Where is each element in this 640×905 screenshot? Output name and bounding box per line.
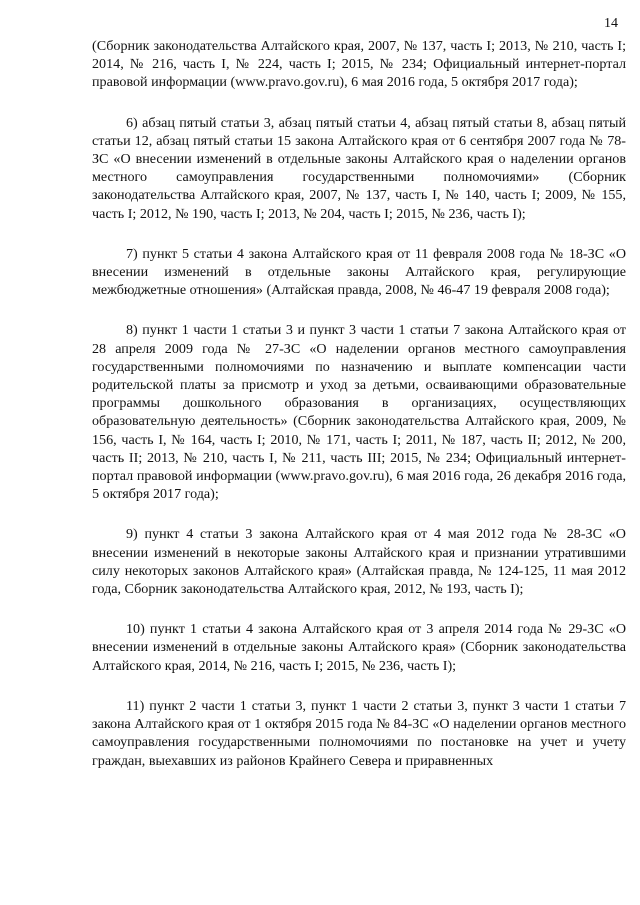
paragraph-item-8: 8) пункт 1 части 1 статьи 3 и пункт 3 части 1 статьи 7 закона Алтайского края от 28 апреля 2009 года № 27-ЗС «О наделении органов местного самоуправления государственными полномочиями по назначению и выплате компенсации части родительской платы за присмотр и уход за детьми, осваивающими образовательные программы дошкольного образования в организациях, осуществляющих образовательную деятельность» (Сборник законодательства Алтайского края, 2009, № 156, часть I, № 164, часть I; 2010, № 171, часть I; 2011, № 187, часть II; 2012, № 200, часть II; 2013, № 210, часть I, № 211, часть III; 2015, № 234; Официальный интернет-портал правовой информации (www.pravo.gov.ru), 6 мая 2016 года, 26 декабря 2016 года, 5 октября 2017 года);	[92, 322, 626, 503]
paragraph-item-6: 6) абзац пятый статьи 3, абзац пятый статьи 4, абзац пятый статьи 8, абзац пятый статьи 12, абзац пятый статьи 15 закона Алтайского края от 6 сентября 2007 года № 78-ЗС «О внесении изменений в отдельные законы Алтайского края о наделении органов местного самоуправления государственными полномочиями» (Сборник законодательства Алтайского края, 2007, № 137, часть I, № 140, часть I; 2009, № 155, часть I; 2012, № 190, часть I; 2013, № 204, часть I; 2015, № 236, часть I);	[92, 114, 626, 222]
page-number: 14	[604, 16, 618, 31]
paragraph-item-11: 11) пункт 2 части 1 статьи 3, пункт 1 части 2 статьи 3, пункт 3 части 1 статьи 7 закона Алтайского края от 1 октября 2015 года № 84-ЗС «О наделении органов местного самоуправления государственными полномочиями по постановке на учет и учету граждан, выехавших из районов Крайнего Севера и приравненных	[92, 697, 626, 769]
paragraph-continuation: (Сборник законодательства Алтайского края, 2007, № 137, часть I; 2013, № 210, часть I; 2014, № 216, часть I, № 224, часть I; 2015, № 234; Официальный интернет-портал правовой информации (www.pravo.gov.ru), 6 мая 2016 года, 5 октября 2017 года);	[92, 38, 626, 91]
document-body	[92, 37, 626, 792]
paragraph-item-9: 9) пункт 4 статьи 3 закона Алтайского края от 4 мая 2012 года № 28-ЗС «О внесении изменений в некоторые законы Алтайского края и признании утратившими силу некоторых законов Алтайского края» (Алтайская правда, № 124-125, 11 мая 2012 года, Сборник законодательства Алтайского края, 2012, № 193, часть I);	[92, 526, 626, 598]
paragraph-item-7: 7) пункт 5 статьи 4 закона Алтайского края от 11 февраля 2008 года № 18-ЗС «О внесении изменений в отдельные законы Алтайского края, регулирующие межбюджетные отношения» (Алтайская правда, 2008, № 46-47 19 февраля 2008 года);	[92, 245, 626, 299]
paragraph-item-10: 10) пункт 1 статьи 4 закона Алтайского края от 3 апреля 2014 года № 29-ЗС «О внесении изменений в отдельные законы Алтайского края» (Сборник законодательства Алтайского края, 2014, № 216, часть I; 2015, № 236, часть I);	[92, 621, 626, 674]
